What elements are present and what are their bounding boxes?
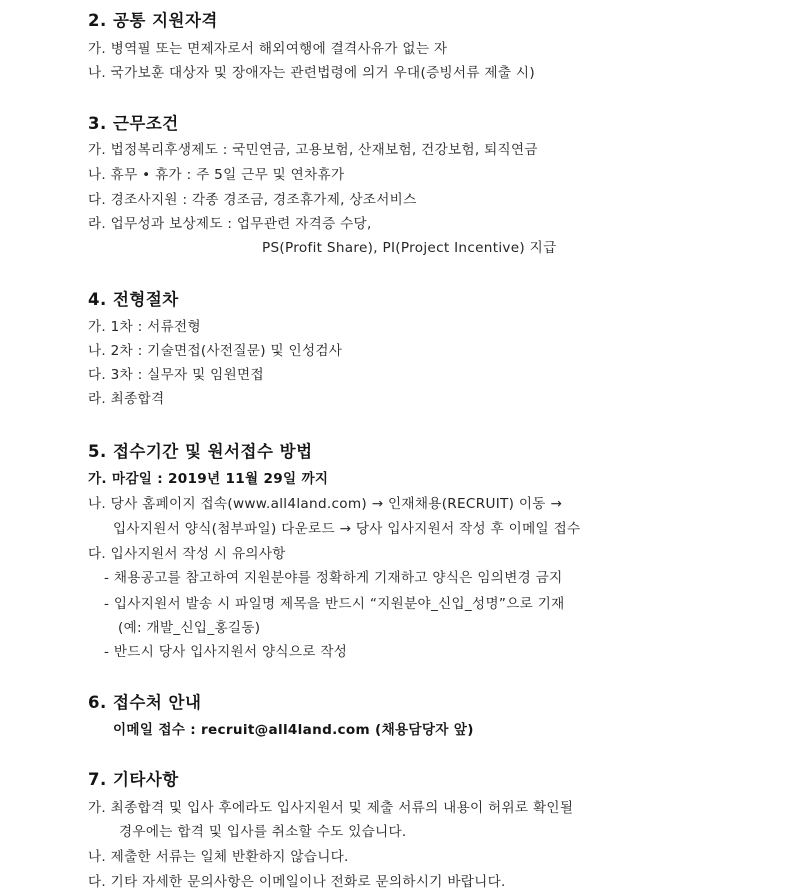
application-note-1: - 채용공고를 참고하여 지원분야를 정확하게 기재하고 양식은 임의변경 금지 [104,570,563,586]
misc-line-4: 다. 기타 자세한 문의사항은 이메일이나 전화로 문의하시기 바랍니다. [88,874,506,890]
application-note-3: - 반드시 당사 입사지원서 양식으로 작성 [104,644,348,660]
misc-line-2: 경우에는 합격 및 입사를 취소할 수도 있습니다. [119,824,407,840]
conditions-line-5: PS(Profit Share), PI(Project Incentive) 지급 [262,240,557,256]
eligibility-line-1: 가. 병역필 또는 면제자로서 해외여행에 결격사유가 없는 자 [88,41,448,57]
application-line-2: 나. 당사 홈페이지 접속(www.all4land.com) → 인재채용(RECRUIT) 이동 → [88,496,563,512]
process-line-2: 나. 2차 : 기술면접(사전질문) 및 인성검사 [88,343,343,359]
process-line-1: 가. 1차 : 서류전형 [88,319,201,335]
application-note-2: - 입사지원서 발송 시 파일명 제목을 반드시 “지원분야_신입_성명”으로 기재 [104,596,565,612]
misc-line-3: 나. 제출한 서류는 일체 반환하지 않습니다. [88,849,349,865]
eligibility-line-2: 나. 국가보훈 대상자 및 장애자는 관련법령에 의거 우대(증빙서류 제출 시) [88,65,535,81]
application-line-4: 다. 입사지원서 작성 시 유의사항 [88,546,286,562]
section-title-application: 5. 접수기간 및 원서접수 방법 [88,442,313,461]
conditions-line-3: 다. 경조사지원 : 각종 경조금, 경조휴가제, 상조서비스 [88,192,417,208]
process-line-3: 다. 3차 : 실무자 및 임원면접 [88,367,264,383]
section-title-eligibility: 2. 공통 지원자격 [88,11,218,30]
application-note-2-example: (예: 개발_신입_홍길동) [118,620,261,636]
application-line-3: 입사지원서 양식(첨부파일) 다운로드 → 당사 입사지원서 작성 후 이메일 접수 [113,521,581,537]
section-title-contact: 6. 접수처 안내 [88,693,202,712]
conditions-line-1: 가. 법정복리후생제도 : 국민연금, 고용보험, 산재보험, 건강보험, 퇴직연금 [88,142,538,158]
section-title-misc: 7. 기타사항 [88,770,179,789]
process-line-4: 라. 최종합격 [88,391,165,407]
misc-line-1: 가. 최종합격 및 입사 후에라도 입사지원서 및 제출 서류의 내용이 허위로 확인될 [88,800,574,816]
contact-email-line: 이메일 접수 : recruit@all4land.com (채용담당자 앞) [113,722,474,738]
section-title-selection-process: 4. 전형절차 [88,290,179,309]
conditions-line-4: 라. 업무성과 보상제도 : 업무관련 자격증 수당, [88,216,372,232]
conditions-line-2: 나. 휴무 • 휴가 : 주 5일 근무 및 연차휴가 [88,167,345,183]
section-title-working-conditions: 3. 근무조건 [88,114,179,133]
application-deadline: 가. 마감일 : 2019년 11월 29일 까지 [88,471,329,487]
